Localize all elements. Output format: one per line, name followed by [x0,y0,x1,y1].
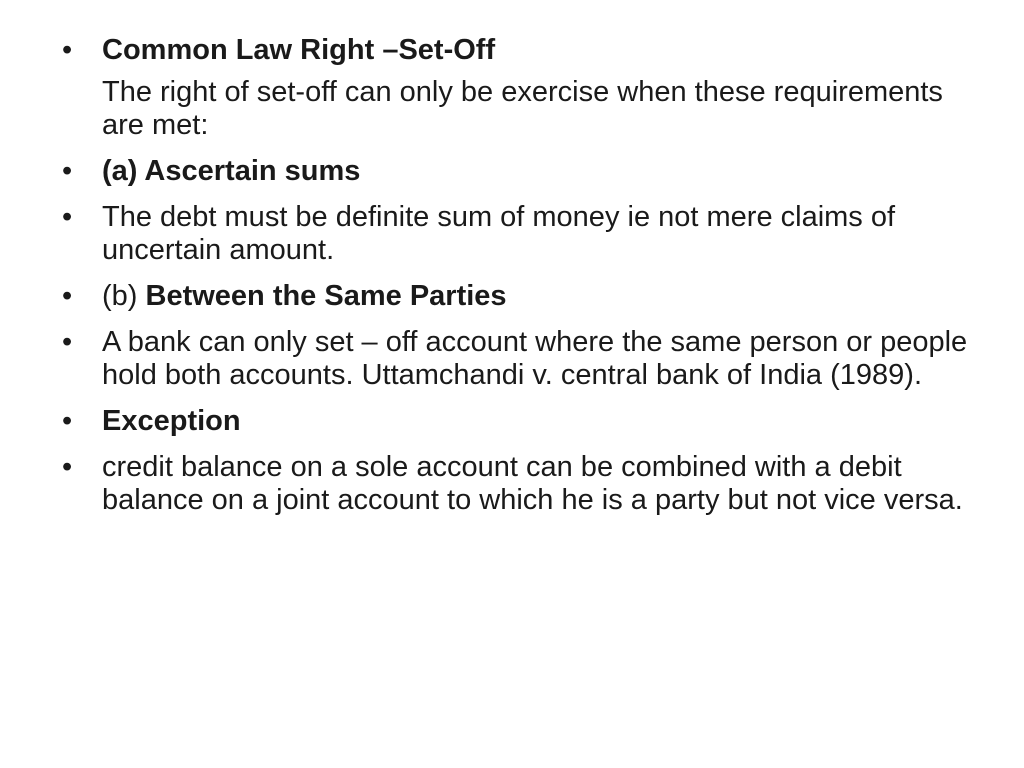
intro-text: The right of set-off can only be exercise when these requirements are met: [102,76,943,141]
list-item-requirement-a-detail [62,201,982,267]
bullet-marker: • [62,155,73,187]
requirement-a-text: The debt must be definite sum of money ie not mere claims of uncertain amount. [102,201,896,266]
list-item-intro [62,76,982,142]
heading-text: Common Law Right –Set-Off [102,34,496,66]
exception-title: Exception [102,405,241,437]
bullet-marker: • [62,280,73,312]
list-item-requirement-a [62,155,982,188]
list-item-heading [62,34,982,67]
requirement-b-text: A bank can only set – off account where the same person or people hold both accounts. Uttamchandi v. central bank of India (1989). [102,326,968,391]
bullet-marker: • [62,405,73,437]
list-item-requirement-b-detail [62,326,982,392]
bullet-list [62,34,982,530]
bullet-marker: • [62,326,73,358]
bullet-marker: • [62,201,73,233]
list-item-requirement-b [62,280,982,313]
bullet-marker: • [62,451,73,483]
list-item-exception [62,405,982,438]
requirement-b-prefix: (b) [102,280,146,312]
bullet-marker: • [62,34,73,66]
requirement-b-title: Between the Same Parties [145,280,507,312]
requirement-a-title: (a) Ascertain sums [102,155,361,187]
list-item-exception-detail [62,451,982,517]
exception-text: credit balance on a sole account can be combined with a debit balance on a joint account to which he is a party but not vice versa. [102,451,963,516]
